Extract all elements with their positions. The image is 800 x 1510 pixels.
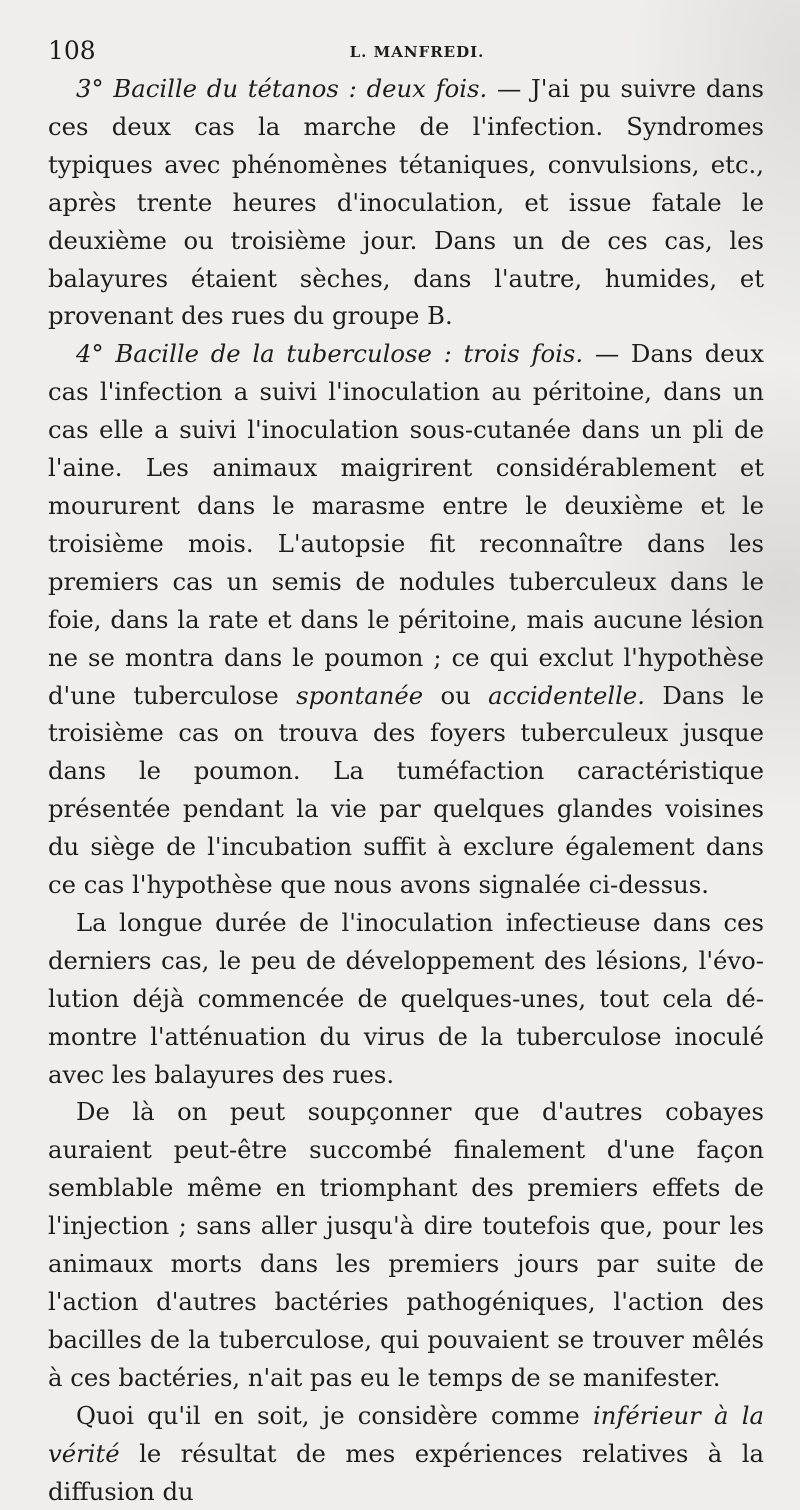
paragraph-lead: 3° Bacille du tétanos : deux fois. [76,74,488,103]
italic-term: accidentelle. [488,680,645,710]
paragraph-duration [48,904,764,1094]
italic-term: spontanée [296,680,424,710]
paragraph-lead: 4° Bacille de la tuberculose : trois fois. [76,339,584,369]
paragraph-text: ou [423,680,489,710]
paragraph-text: De là on peut soupçonner que d'autres cobayes auraient peut-être succombé finalement d'une façon semblable même en triomphant des premiers effets de l'injection ; sans aller jusqu'à dire toutefois que, pour les animaux morts dans les premiers jours par suite de l'action d'autres bactéries pathogéniques, l'action des bacilles de la tuberculose, qui pouvaient se trouver mêlés à ces bactéries, n'ait pas eu le temps de se manifester. [48,1097,764,1392]
running-head: L. MANFREDI. [349,43,485,61]
paragraph-text: Quoi qu'il en soit, je considère comme [76,1400,593,1430]
paragraph-suspicion [48,1093,764,1396]
paragraph-text: La longue durée de l'inoculation infectieuse dans ces derniers cas, le peu de développement des lésions, l'évolution déjà commencée de quelques-unes, tout cela démontre l'atténuation du virus de la tuberculose inoculé avec les balayures des rues. [48,907,764,1089]
paragraph-tetanus [48,70,764,335]
page-header [48,26,764,70]
paragraph-text: — J'ai pu suivre dans ces deux cas la marche de l'infection. Syndromes typiques avec phénomènes tétaniques, convulsions, etc., après trente heures d'inoculation, et issue fatale le deuxième ou troisième jour. Dans un de ces cas, les balayures étaient sèches, dans l'autre, humides, et provenant des rues du groupe B. [48,74,764,331]
page-number: 108 [48,36,96,65]
paragraph-text: — Dans deux cas l'infection a suivi l'inoculation au péritoine, dans un cas elle a suivi l'inoculation sous-cutanée dans un pli de l'aine. Les animaux maigrirent considérablement et moururent dans le marasme entre le deuxième et le troisième mois. L'autopsie fit reconnaître dans les premiers cas un semis de nodules tuberculeux dans le foie, dans la rate et dans le péritoine, mais aucune lésion ne se montra dans le poumon ; ce qui exclut l'hypothèse d'une tuberculose [48,339,764,710]
paragraph-text: Dans le troisième cas on trouva des foyers tuberculeux jusque dans le poumon. La tuméfaction caractéristique présentée pendant la vie par quelques glandes voisines du siège de l'incubation suffit à exclure également dans ce cas l'hypothèse que nous avons signalée ci-dessus. [48,680,764,900]
paragraph-tuberculosis [48,335,764,904]
paragraph-conclusion [48,1397,764,1510]
italic-term: inférieur à la vérité [48,1400,764,1468]
body-text [48,70,764,1510]
paragraph-text: le résultat de mes expériences relatives à la diffusion du [48,1438,764,1506]
